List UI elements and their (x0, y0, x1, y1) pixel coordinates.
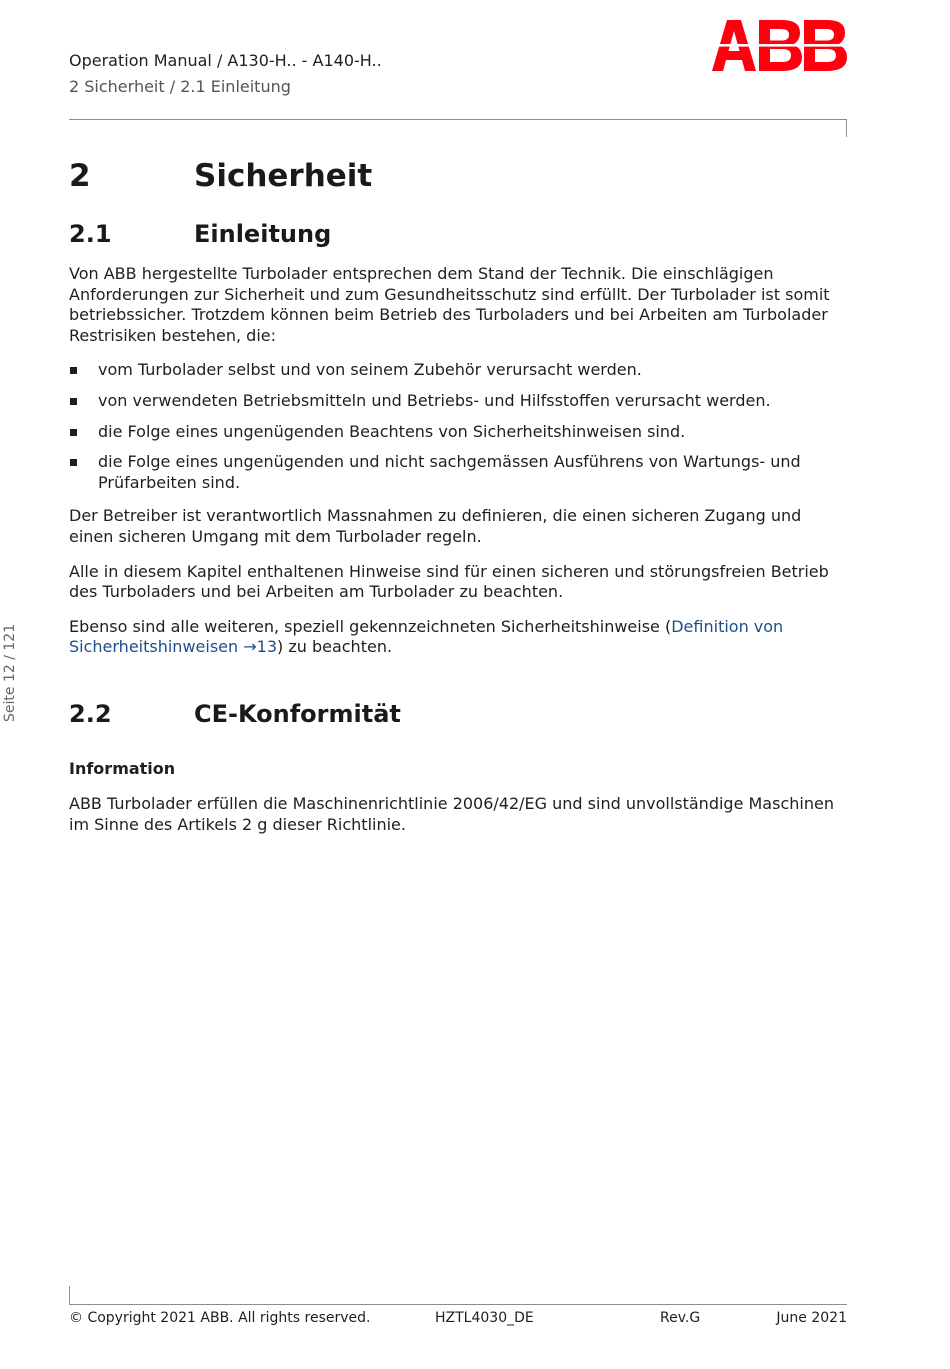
abb-logo (712, 20, 847, 71)
section-heading-2-1 (69, 214, 847, 254)
header-corner-mark (846, 119, 847, 137)
list-item (69, 360, 847, 381)
document-title: Operation Manual / A130-H.. - A140-H.. (69, 51, 382, 70)
section-title: Einleitung (194, 220, 332, 248)
page-number-vertical: Seite 12 / 121 (2, 623, 18, 722)
header-rule (69, 119, 847, 120)
list-item (69, 422, 847, 443)
list-item (69, 391, 847, 412)
footer-corner-mark (69, 1286, 70, 1304)
operator-paragraph: Der Betreiber ist verantwortlich Massnahmen zu definieren, die einen sicheren Zugang und einen sicheren Umgang mit dem Turbolader regeln. (69, 506, 802, 546)
list-item (69, 452, 847, 493)
footer-date: June 2021 (776, 1310, 847, 1326)
intro-paragraph: Von ABB hergestellte Turbolader entsprechen dem Stand der Technik. Die einschlägigen Anforderungen zur Sicherheit und zum Gesundheitsschutz sind erfüllt. Der Turbolader ist somit betriebssicher. Trotzdem können beim Betrieb des Turboladers und bei Arbeiten am Turbolader Restrisiken bestehen, die: (69, 264, 830, 345)
chapter-title: Sicherheit (194, 158, 373, 194)
footer-revision: Rev.G (660, 1310, 701, 1326)
page-content (69, 150, 847, 849)
section-number: 2.1 (69, 220, 112, 248)
risk-list (69, 360, 847, 493)
information-paragraph: ABB Turbolader erfüllen die Maschinenrichtlinie 2006/42/EG und sind unvollständige Maschinen im Sinne des Artikels 2 g dieser Richtlinie. (69, 793, 834, 834)
footer-copyright: © Copyright 2021 ABB. All rights reserved. (69, 1310, 371, 1326)
footer-rule (69, 1304, 847, 1305)
section-title: CE-Konformität (194, 699, 401, 728)
bullet-square-icon (70, 459, 77, 466)
list-item-text: die Folge eines ungenügenden und nicht sachgemässen Ausführens von Wartungs- und Prüfarbeiten sind. (98, 452, 801, 492)
section-heading-2-2 (69, 694, 847, 734)
bullet-square-icon (70, 367, 77, 374)
chapter-notes-paragraph: Alle in diesem Kapitel enthaltenen Hinweise sind für einen sicheren und störungsfreien Betrieb des Turboladers und bei Arbeiten am Turbolader zu beachten. (69, 561, 829, 602)
breadcrumb: 2 Sicherheit / 2.1 Einleitung (69, 77, 291, 96)
safety-definition-link[interactable]: Definition von Sicherheitshinweisen →13 (69, 616, 784, 657)
paragraph-text: ) zu beachten. (277, 637, 393, 657)
chapter-heading (69, 150, 847, 202)
section-number: 2.2 (69, 699, 112, 728)
safety-reference-paragraph (69, 617, 847, 658)
list-item-text: von verwendeten Betriebsmitteln und Betriebs- und Hilfsstoffen verursacht werden. (98, 390, 771, 410)
paragraph-text: Ebenso sind alle weiteren, speziell gekennzeichneten Sicherheitshinweise ( (69, 616, 672, 636)
information-label: Information (69, 758, 176, 778)
list-item-text: die Folge eines ungenügenden Beachtens von Sicherheitshinweisen sind. (98, 421, 686, 441)
list-item-text: vom Turbolader selbst und von seinem Zubehör verursacht werden. (98, 360, 642, 380)
footer-document-id: HZTL4030_DE (435, 1310, 534, 1326)
chapter-number: 2 (69, 158, 91, 194)
bullet-square-icon (70, 398, 77, 405)
bullet-square-icon (70, 429, 77, 436)
